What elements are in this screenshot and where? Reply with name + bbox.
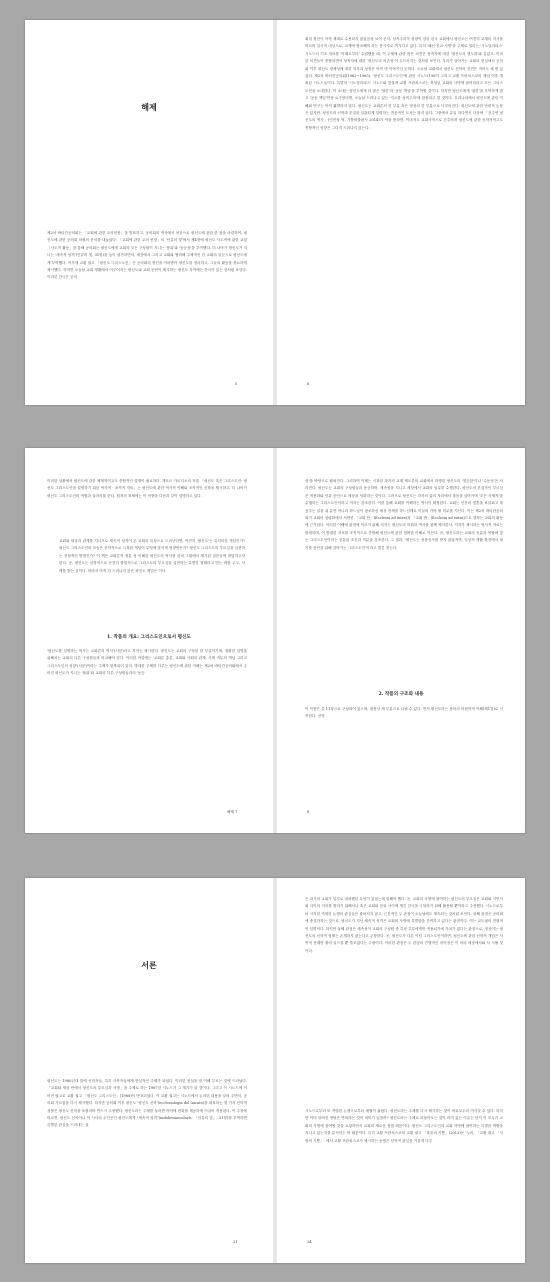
block-quote: 교회와 세상과 관계를 지니므로 세속적 성격이 존 교회의 특성으로 드러난다면, 여전히 '평신도'는 유의미한 개념인가? 평신도 그리스도인의 모습은 신학적으로 극복된 개념이 무엇에 맞서게 영향받은가? 평신도 그리스도의 부르심을 실현하는 전형적인 방법인가? 이 책은 교회론적 정통 성 이해된 평신도의 역사를 살펴 그럼에서 제기된 질문들에 대답하고자 한다. 곧, 평신도는 신학적으로 은전히 합법적으로 그리스도의 부르심을 실현하는 특별한 형태라고 믿는 바를 주고, 사례를 받는 것이다. 따라서 아직 다 드러나지 않은 평신도 개념은 이다. — [59, 539, 245, 573]
body-text: 은 과거의 교회가 입지로 대처했던 무엇이 있었는데 말해야 했다. 곧, 교회의 사명에 참여하는 평신도의 부르심은 교회와 시민사회 사이의 거리를 좁히기 위해서나 혹은 교회와 문화 사이에 생긴 간극을 극복하기 위해 활용될 뿐이라고 주장했다. 시노드로부터 시작된 격렬한 논쟁의 관심들은 줄어지지 않고, 근본적인 두 관점이 오늘날에도 계속되는 것처럼 보인다. 첫째 관점은 공의회에 충실하자는 것으로, 평신도가 지닌 세속적 성격은 교회의 사명에 특별함을 간직하고 있다는 관점이다. 이는 교도권의 전형적인 설명이다. 하지만 둘째 관점은 세속성이 교회의 구성원 중 특정 부류에게만 적용되기에 가치가 없다는 관점으로, 정상이는 평신도의 신학적 형태는 존재하지 않는다고 주장한다. 곧, 평신도가 다른 이념 그리스도인이라면, 평신도에 관한 신학적 개념은 사목적 문제만 불러 일으킬 뿐 쓸모없다는 주장이다. 이러한 관점은 두 관점의 진행적인 차이점은 이 의의 세상에서와 서 시될 것이다. — [305, 897, 503, 953]
page-number: 해제 7 — [227, 810, 238, 814]
spread-1 — [25, 20, 525, 405]
page-number: 6 — [307, 382, 310, 386]
page-5 — [25, 20, 273, 405]
section-heading: 2. 작품의 구조와 내용 — [378, 692, 424, 697]
page-8 — [277, 448, 525, 833]
page-number: 5 — [235, 382, 238, 386]
page-number: 8 — [307, 810, 310, 814]
body-text: 제2차 바티칸공의회는 「교회에 관한 교의헌장」을 발표하고, 공의회의 역사에서 처음으로 평신도에 관한 한 장을 마련하여, 평신도에 관한 공의회 차원의 문서를 내놓았다. 「교회에 관한 교의 헌장」의 '인류의 빛'에서 제4장에 평신도 사도직에 관한 교령 「사도직 활동」을 통해 공의회는 평신도에게 교회의 모든 구성원이 지니는 '품위'와 '동등성'을 부여했다. 더 나아가 평신도가 지니는 '세속적 성격'(인류의 빛, 31항)을 높이 평가하면서, 세상에서 그리고 교회와 협력해 주체적인 한 교회의 일꾼으로 평신도에게 부여했다. 이후에 교황 권고 「평신도 그리스도인」은 공의회의 정신을 이어받아 평신도를 정의하고, 그들의 활동을 중요하게 제시했다. 하지만 오늘날 교회 생활에서 이루어지는 평신도와 교회 문헌이 제시하는 평신도 사이에는 간극이 있는 것처럼 보인다. 이러한 간극은 공의 — [47, 231, 247, 280]
spread-3 — [25, 878, 525, 1263]
page-number: 21 — [233, 1240, 238, 1244]
page-number: 24 — [307, 1240, 312, 1244]
page-title: 해제 — [141, 102, 157, 112]
page-title: 서론 — [141, 960, 157, 970]
body-text: '평신도를 설명하는 역사는 교회론의 역사'(서문)라고 저자는 제시한다. 평신도는 교회의 구성된 한 부류이기에, 정확한 설명을 위해서는 교회의 다른 구성원들과 비교해야 한다. 이러한 작업에는 '교회론 총론, 교회와 사회의 관계, 사제 직무의 개념 그리고 그리스도인의 성향'(서문)이라는 주제가 함축되어 있다. 방대한 주제를 다루는 평신도에 관한 이해는 제2차 바티칸공의회에서 주어진 평신도가 지니는 '품위'와 교회의 다른 구성원들과의 '동등 — [47, 649, 247, 676]
page-6 — [277, 20, 525, 405]
page-21 — [25, 878, 273, 1263]
body-text: 시노드로부터 또 격렬한 논쟁으로부터 세월이 흘렀다. 평신도라는 주제를 다시 제시하는 것이 바로모두의 여겨질 수 있다. 하지만 이미 알려진 정답은 반복하는 것이 의미가 있을까? 평신도라는 주제로 되돌아오는 것이 의미 있는 이유는 단지 이 모두가 교회의 사명에 참여할 것을 요청하면서 교회의 새로운 성찰 때문이다. 평신도 그리스도인과 교회 사명에 참여하는 특별한 역할을 지니고 있는지를 분석하는 바 때문이다. 특히 교황 프란치스코의 교황 권고 「복음의 기쁨」(2013)은 '누의, 「교황 권고 「사랑의 기쁨」, 에서 교황 프란치스코가 제시하는 동명은 신학적 관심을 기울게 다루 — [305, 1109, 503, 1143]
page-7 — [25, 448, 273, 833]
body-text: 이 작품은 총 11장으로 구성되어 있으며, 내용상 세 부분으로 나뉠 수 있다. 먼저 평신도라는 용어의 어원학적 이해(제1장)로 시작한다. 신약 — [305, 707, 503, 719]
section-heading: 1. 작품의 개요: 그리스도인으로서 평신도 — [107, 635, 191, 640]
body-text: 이러한 상황에서 평신도에 관한 체계적이고도 종합적인 설명이 필요하다. 개르르 카르디오의 저술 「평신도 혹은 그리스도인: 평신도 그리스도인을 설명하기 위한 역사적 · 조직적 자료」는 평신도에 관한 역사적 이해와 조직적인 신학을 제시하고, 더 나아가 평신도 그리스도인의 역할과 실마리를 준다. 원저의 표제에는 이 작품을 다음과 같이 설명하고 있다. — [47, 479, 247, 498]
body-text: 평신도는 1980년대 말에 신학자들, 특히 사목자들에게 현실적인 주제가 되었다. 이러한 현실을 잘 이해 부르는 것에 드러났다. 「교회와 세상 안에서 평신도의 부르심과 사명」을 주제로 하는 1987년 시노드가 그 계기가 된 것이다. 그리고 이 시노드에 이어진 권고로 교황 권고 「평신도 그리스도인」(1988)이 반포되었다. 이 교황 권고는 시노드에서 논의된 내용을 알려 주면서, 공의회 가르침을 다시 제시했다. 하지만 공의회 이후 평신도 '평신도 신학'(ecclesiologia del laicato)을 대표하는 몇 가지 신학적 성찰은 평신도 신학을 포괄하며 반드시 주장했다. 평신도라는 주제를 둘러싼 이야에 변화를 제공하게 이끌어 적용된다. 이 주장에 따르면, 평신도 신학이나 이 시사의 주인공인 평신도에게 "세속적 성격"(indolessaecularis, 「인류의 빛」, 31항)을 부여하면 특별한 관심을 드러내는 것 — [47, 1079, 247, 1128]
page-24 — [277, 878, 525, 1263]
body-text: 성'을 바탕으로 펼쳐진다. 그리하여 이제는 극복된 과거의 교계 제도론의 교회에서 과생된 평신도의 '열등함'이나 '수동성'은 사라진다. 평신도는 교회의 구성원들과 동등하며, 세속성을 지니고 세상에서 교회의 임무를 수행한다. 평신도의 본질적인 부르심은 적용화와 인류 공언으로 세상을 성화하는 것이다. 그러므로 평신도는 각자의 삶의 자리에서 복음을 살아가며 '모든 사제직'을 수행하는 그리스도인이라고 저자는 강조한다. 이를 통해 교회를 이해하는 방식이 확정된다. 교회는 인간의 영혼을 보살피고 복음주는 일을 위 분만 아니라 하느님이 창조하신 세상 전체를 하느님께로 이끌어 가야 할 의무를 지닌다. 이는 제2차 바티칸공의회가 교회의 성령화에서 서만한 「교회 안」(Ecclesia ad intra)과 「교회 밖」(Ecclesia ad extra)으로 향하는 교회의 활동에 근거한다. 이러한 이해에 관점에 이르기 위해 저자는 평신도의 어원과 역사를 함께 제시한다. 저자가 제시하는 역사적 자료는 방대하며, 이 방대한 자료를 조직적으로 종합해 평신도에 관한 정확한 이해로 이끈다. 곧, 평신도라는 교회의 신분과 역할에 맞는 그리스도인이라는 공통된 조건과 직분을 강조한다. 그 결과, '평신도는 성품성사를 받지 않았지만, 일상적 생활 환경에서 평기를 증언을 위해 살아가는 그리스도인'이라고 결론 짓는다. — [305, 479, 503, 550]
body-text: 회의 정신이 아직 제대로 수용되지 않았음을 보여 준다. 성직주의적 성향이 강한 한국 교회에서 평신도는 여전히 교계의 지시를 따르며 일시적 대상으로, 교계에 협조해야 하는 봉사자로 여겨지고 있다. 특히 '쇄신-친교-사명'을 주제로 열리는 '시노달리타스' 시노드의 기초 자료를 '아래로부터' 수렴했을 때, 이 주제에 관한 많은 의견은 성직자에 대한 '평신도의 생도화'와 같았고, 이러한 의견들이 종합되면서 성직자에 대한 '평신도의 의존성'이 두드러지는 것처럼 보인다. 우리가 살아가는 교회의 현실에서 공의회 이후 평신도 정체성에 대한 지각과 성장은 아직 먼 이야기인 듯하다. 오늘날 교회에서 평신도 신학의 진전은 적어도 세 번 있었다. 제2차 바티칸공의회(1962~1965), '평신도 그리스도인'에 관한 시노드(1987) 그리고 교황 프란치스코의 재임 이후 개최된 시노드들이다. 특별히 '시노달리타스' 시노드와 맞물려 교황 프란치스코는 축성된 교회의 사명에 참여하라고 모든 그리스도인을 소대한다. 이 소대는 평신도에게 더 많은 '권한'과 '공동 책임'을 부여할 것이다. 하지만 평신도에게 '권한'을 부여하게 많고 '공동 책임'만을 요구한다면, 오늘날 드러나고 있는 '지오를 성직주의'에 함몰되고 말 것이다. 우리나라에서 평신도에 관한 이해와 연구는 아직 활발하지 않다. 평신도는 교회론의 한 부분 혹은 영성의 한 부분으로 다루어진다. 평신도에 관한 단편적 논문은 있지만, 평신도의 신학과 본질을 일관되게 설명하는 전문적인 도서는 많지 않다. 그중에서 유일 하다면서 다음에 「건주연 평신도의 역사」(인민성 역, 가톨릭출판사 2014)가 막을 뜻하면, 이마저도 교회사적으로 간추려져 평신도에 관한 신학적이고도 종합적인 성향은 그다지 드러나지 않는다. — [305, 37, 503, 130]
spread-2 — [25, 448, 525, 833]
